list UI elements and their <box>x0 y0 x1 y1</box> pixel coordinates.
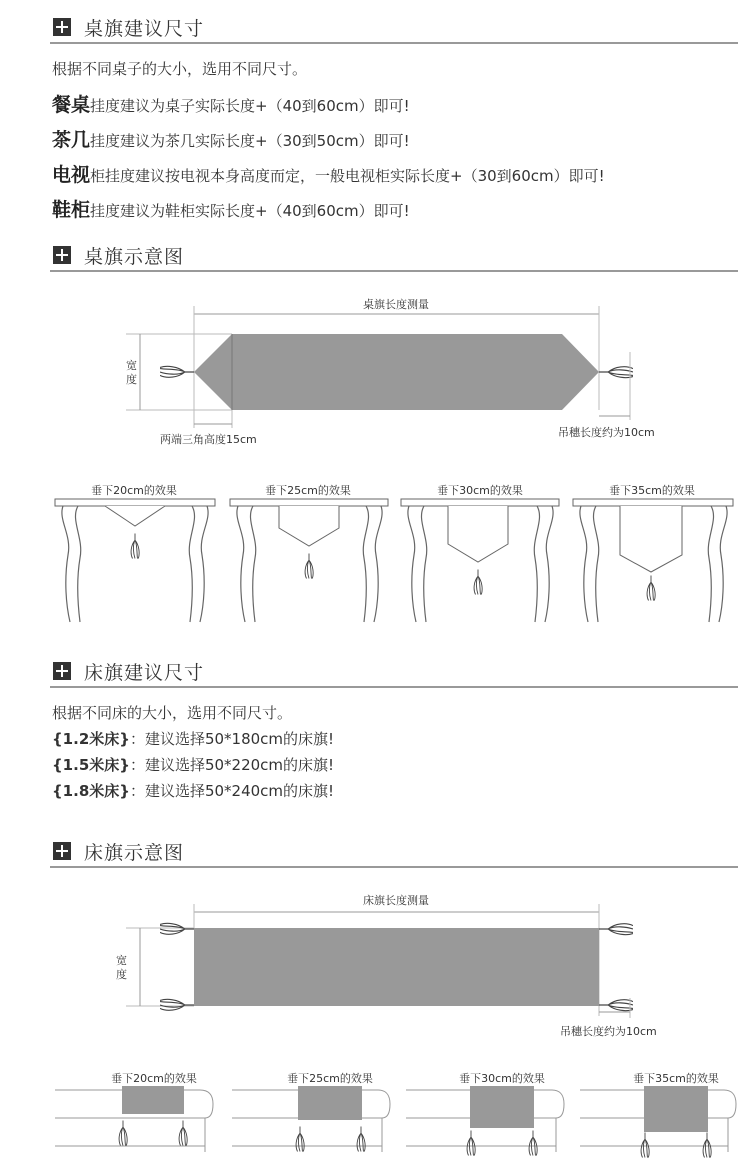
section-title: 桌旗建议尺寸 <box>84 18 205 40</box>
section-title: 桌旗示意图 <box>84 246 185 268</box>
table-effect-25 <box>230 483 388 622</box>
bed-size: {1.8米床} <box>52 782 130 800</box>
tassel-icon <box>599 367 633 378</box>
table-runner-diagram <box>0 280 750 630</box>
section-header-bed-size <box>50 658 738 688</box>
bed-text: ：建议选择50*180cm的床旗! <box>129 730 335 748</box>
effect-label: 垂下35cm的效果 <box>633 1072 719 1085</box>
width-label-top: 宽 <box>126 359 137 372</box>
tassel-icon <box>160 999 194 1010</box>
plus-box-icon <box>53 662 71 680</box>
plus-box-icon <box>53 18 71 36</box>
row-name: 餐桌 <box>52 94 91 116</box>
bed-effect-20 <box>55 1071 213 1152</box>
bed-size-row <box>52 728 334 749</box>
bed-effect-25 <box>232 1071 390 1152</box>
table-effect-30 <box>401 483 559 622</box>
triangle-height-label: 两端三角高度15cm <box>160 433 257 446</box>
bed-size-row <box>52 780 334 801</box>
table-size-row <box>52 125 410 152</box>
length-label: 床旗长度测量 <box>363 894 429 907</box>
row-text: 挂度建议为茶几实际长度+（30到50cm）即可! <box>90 132 410 150</box>
bed-size-row <box>52 754 334 775</box>
width-label-bottom: 度 <box>126 373 137 386</box>
table-size-row <box>52 90 410 117</box>
effect-label: 垂下35cm的效果 <box>609 484 695 497</box>
effect-label: 垂下30cm的效果 <box>437 484 523 497</box>
effect-label: 垂下25cm的效果 <box>265 484 351 497</box>
tassel-icon <box>599 924 633 935</box>
row-text: 挂度建议为桌子实际长度+（40到60cm）即可! <box>90 97 410 115</box>
plus-box-icon <box>53 842 71 860</box>
width-label-bottom: 度 <box>116 968 127 981</box>
section-header-table-diagram <box>50 242 738 272</box>
effect-label: 垂下20cm的效果 <box>111 1072 197 1085</box>
tassel-icon <box>599 1000 633 1011</box>
section-title: 床旗示意图 <box>84 842 185 864</box>
bed-text: ：建议选择50*240cm的床旗! <box>129 782 335 800</box>
bed-size-intro: 根据不同床的大小，选用不同尺寸。 <box>52 704 293 722</box>
section-title: 床旗建议尺寸 <box>84 662 205 684</box>
bed-effect-35 <box>580 1071 736 1158</box>
bed-effect-30 <box>406 1071 564 1156</box>
table-size-row <box>52 160 605 187</box>
row-text: 柜挂度建议按电视本身高度而定，一般电视柜实际长度+（30到60cm）即可! <box>90 167 605 185</box>
table-effect-20 <box>55 483 215 622</box>
section-header-table-size <box>50 14 738 44</box>
length-label: 桌旗长度测量 <box>363 298 429 311</box>
table-size-intro: 根据不同桌子的大小，选用不同尺寸。 <box>52 60 308 78</box>
bed-runner-diagram <box>0 880 750 1161</box>
plus-box-icon <box>53 246 71 264</box>
bed-size: {1.5米床} <box>52 756 130 774</box>
effect-label: 垂下20cm的效果 <box>91 484 177 497</box>
row-name: 鞋柜 <box>52 199 91 221</box>
table-effect-35 <box>573 483 733 622</box>
effect-label: 垂下25cm的效果 <box>287 1072 373 1085</box>
width-label-top: 宽 <box>116 954 127 967</box>
tassel-icon <box>160 366 194 377</box>
table-size-row <box>52 195 410 222</box>
tassel-icon <box>160 923 194 934</box>
bed-size: {1.2米床} <box>52 730 130 748</box>
section-header-bed-diagram <box>50 838 738 868</box>
tassel-length-label: 吊穗长度约为10cm <box>558 426 655 439</box>
tassel-length-label: 吊穗长度约为10cm <box>560 1025 657 1038</box>
row-name: 电视 <box>52 164 91 186</box>
bed-runner-shape <box>194 928 599 1006</box>
bed-text: ：建议选择50*220cm的床旗! <box>129 756 335 774</box>
row-name: 茶几 <box>52 129 91 151</box>
table-runner-shape <box>194 334 599 410</box>
effect-label: 垂下30cm的效果 <box>459 1072 545 1085</box>
row-text: 挂度建议为鞋柜实际长度+（40到60cm）即可! <box>90 202 410 220</box>
